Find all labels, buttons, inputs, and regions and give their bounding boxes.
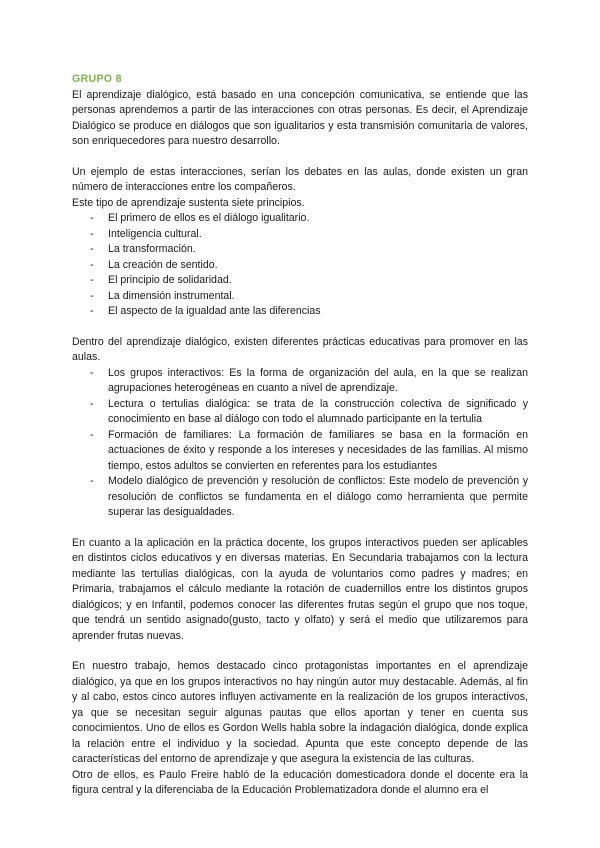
list-item: - La transformación. [72,242,528,258]
principles-intro: Este tipo de aprendizaje sustenta siete principios. [72,196,305,209]
practices-intro: Dentro del aprendizaje dialógico, existen diferentes prácticas educativas para promover en las aulas. [72,335,528,363]
list-item: - Los grupos interactivos: Es la forma de organización del aula, en la que se realizan agrupaciones heterogéneas en cuanto a nivel de aprendizaje. [72,366,528,397]
application-paragraph: En cuanto a la aplicación en la práctica docente, los grupos interactivos pueden ser aplicables en distintos ciclos educativos y en diversas materias. En Secundaria trabajamos con la lectura mediante las tertulias dialógicas, con la ayuda de voluntarios como padres y madres; en Primaria, trabajamos el cálculo mediante la rotación de cuadernillos entre los distintos grupos dialógicos; y en Infantil, podemos conocer las diferentes frutas según el grupo que nos toque, que tendrá un sentido asignado(gusto, tacto y olfato) y será el medio que utilizaremos para aprender frutas nuevas. [72,536,528,642]
list-item: - El aspecto de la igualdad ante las diferencias [72,304,528,320]
principles-list [72,211,528,320]
list-item: - Inteligencia cultural. [72,227,528,243]
spacer [72,644,528,659]
list-item: - Modelo dialógico de prevención y resolución de conflictos: Este modelo de prevención y resolución de conflictos se fundamenta en el diálogo como herramienta que permite superar las desigualdades. [72,474,528,521]
list-item: - Formación de familiares: La formación de familiares se basa en la formación en actuaciones de éxito y responde a los intereses y necesidades de las familias. Al mismo tiempo, estos adultos se convierten en referentes para los estudiantes [72,428,528,475]
list-item: - Lectura o tertulias dialógica: se trata de la construcción colectiva de significado y conocimiento en base al diálogo con todo el alumnado participante en la tertulia [72,397,528,428]
freire-paragraph: Otro de ellos, es Paulo Freire habló de la educación domesticadora donde el docente era la figura central y la diferenciaba de la Educación Problematizadora donde el alumno era el [72,768,528,796]
work-paragraph: En nuestro trabajo, hemos destacado cinco protagonistas importantes en el aprendizaje dialógico, ya que en los grupos interactivos no hay ningún autor muy destacable. Además, al fin y al cabo, estos cinco autores influyen activamente en la realización de los grupos interactivos, ya que se necesitan seguir algunas pautas que ellos aportan y tener en cuenta sus conocimientos. Uno de ellos es Gordon Wells habla sobre la indagación dialógica, donde explica la relación entre el individuo y la sociedad. Apunta que este concepto depende de las características del entorno de aprendizaje y que asegura la existencia de las culturas. [72,660,528,765]
example-paragraph: Un ejemplo de estas interacciones, serían los debates en las aulas, donde existen un gran número de interacciones entre los compañeros. [72,165,528,193]
intro-paragraph: El aprendizaje dialógico, está basado en una concepción comunicativa, se entiende que las personas aprendemos a partir de las interacciones con otras personas. Es decir, el Aprendizaje Dialógico se produce en diálogos que son igualitarios y esta transmisión comunitaria de valores, son enriquecedores para nuestro desarrollo. [72,88,528,147]
list-item: - El primero de ellos es el diálogo igualitario. [72,211,528,227]
practices-list [72,366,528,521]
spacer [72,320,528,335]
list-item: - La creación de sentido. [72,258,528,274]
spacer [72,150,528,165]
list-item: - La dimensión instrumental. [72,289,528,305]
page-title: GRUPO 8 [72,73,122,85]
list-item: - El principio de solidaridad. [72,273,528,289]
spacer [72,521,528,536]
